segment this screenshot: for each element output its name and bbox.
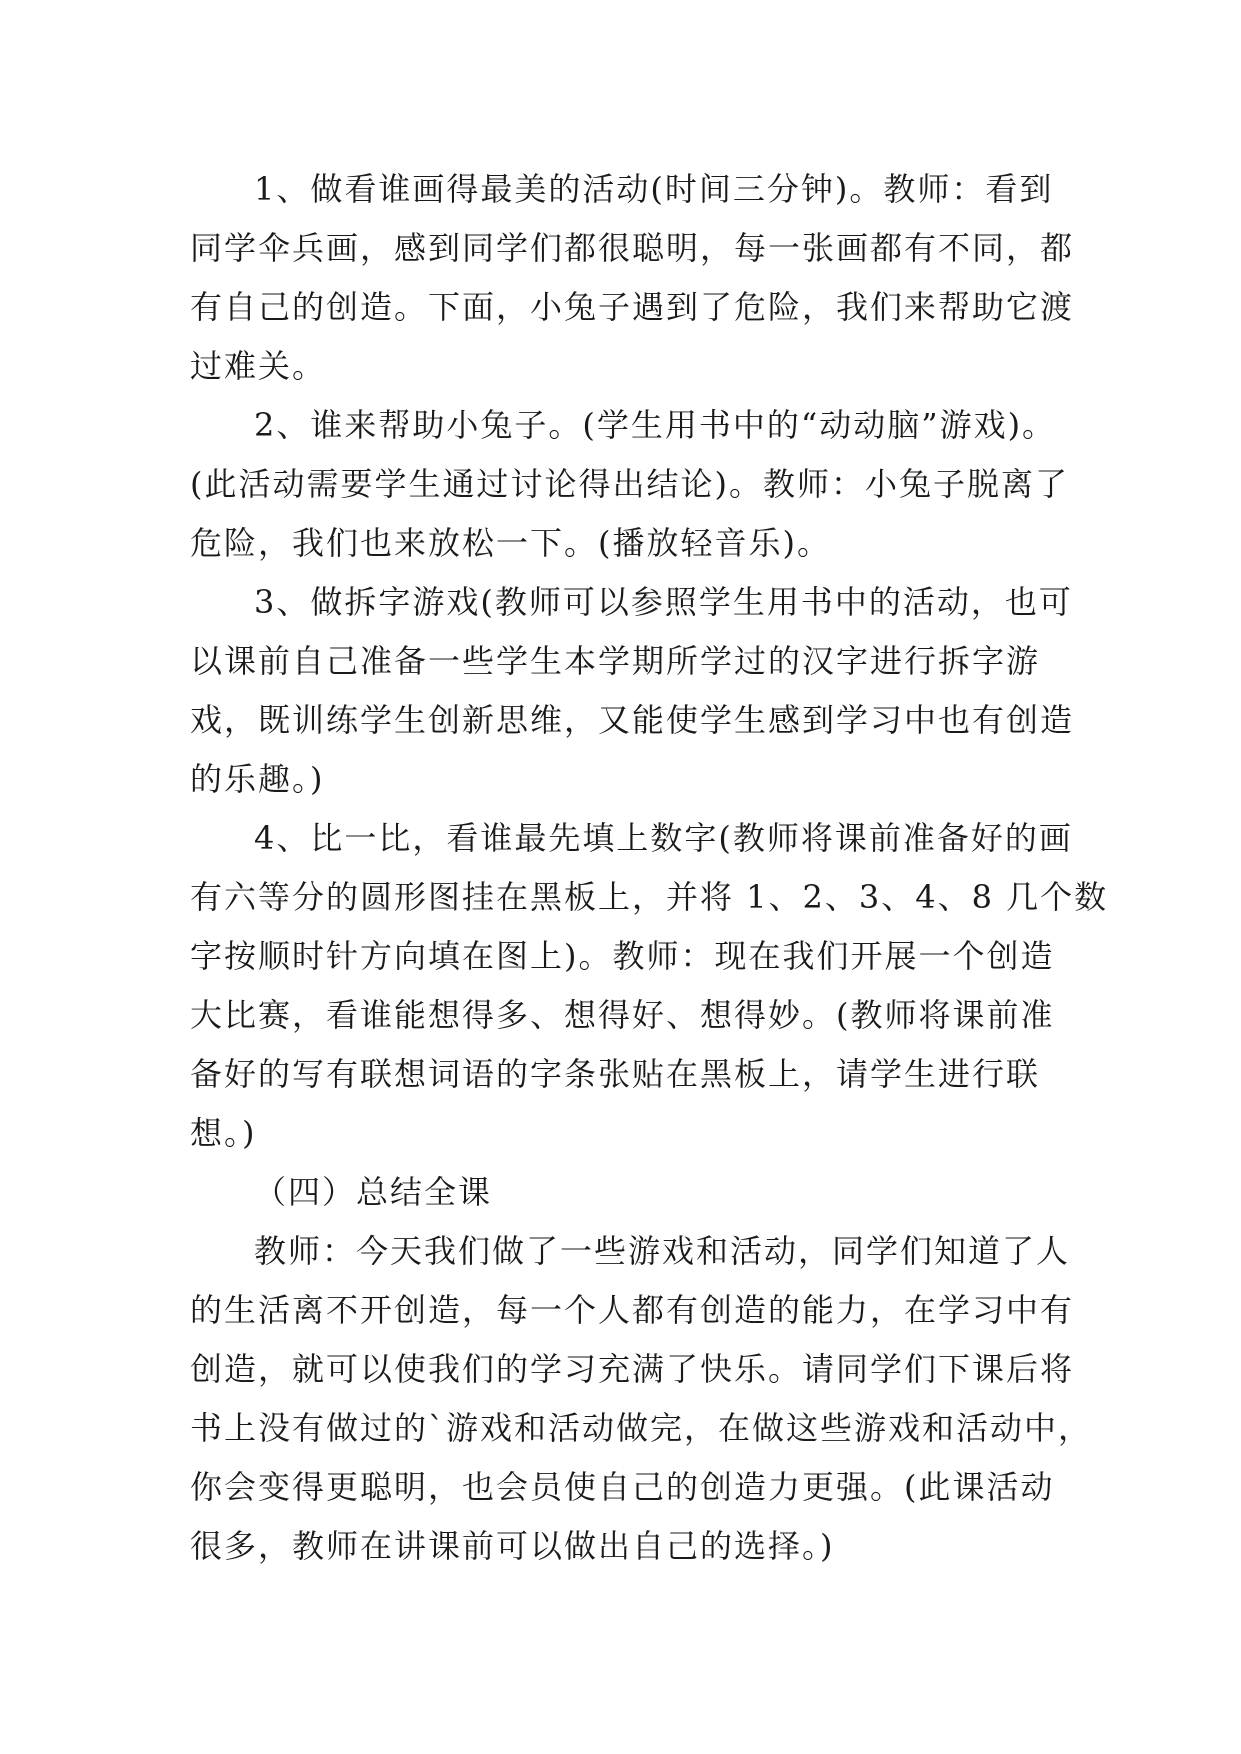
paragraph-4-line-1: 4、比一比，看谁最先填上数字(教师将课前准备好的画: [254, 819, 1073, 857]
paragraph-3-line-1: 3、做拆字游戏(教师可以参照学生用书中的活动，也可: [254, 583, 1073, 621]
paragraph-5-line-1: 教师：今天我们做了一些游戏和活动，同学们知道了人: [254, 1232, 1071, 1270]
paragraph-4-line-5: 备好的写有联想词语的字条张贴在黑板上，请学生进行联: [190, 1055, 1041, 1093]
paragraph-4-line-4: 大比赛，看谁能想得多、想得好、想得妙。(教师将课前准: [190, 996, 1055, 1034]
paragraph-4-line-3: 字按顺时针方向填在图上)。教师：现在我们开展一个创造: [190, 937, 1055, 975]
paragraph-1-line-4: 过难关。: [190, 347, 327, 385]
document-body: [190, 160, 1109, 1576]
paragraph-1-line-1: 1、做看谁画得最美的活动(时间三分钟)。教师：看到: [254, 170, 1054, 208]
paragraph-3-line-4: 的乐趣。): [190, 760, 325, 798]
paragraph-1-line-3: 有自己的创造。下面，小兔子遇到了危险，我们来帮助它渡: [190, 288, 1075, 326]
paragraph-3-line-3: 戏，既训练学生创新思维，又能使学生感到学习中也有创造: [190, 701, 1075, 739]
paragraph-5-line-2: 的生活离不开创造，每一个人都有创造的能力，在学习中有: [190, 1291, 1075, 1329]
section-heading: （四）总结全课: [254, 1173, 493, 1211]
paragraph-2-line-2: (此活动需要学生通过讨论得出结论)。教师：小兔子脱离了: [190, 465, 1069, 503]
paragraph-4-line-6: 想。): [190, 1114, 257, 1152]
paragraph-3-line-2: 以课前自己准备一些学生本学期所学过的汉字进行拆字游: [190, 642, 1041, 680]
paragraph-5-line-6: 很多，教师在讲课前可以做出自己的选择。): [190, 1527, 835, 1565]
paragraph-1-line-2: 同学伞兵画，感到同学们都很聪明，每一张画都有不同，都: [190, 229, 1075, 267]
paragraph-4-line-2: 有六等分的圆形图挂在黑板上，并将 1、2、3、4、8 几个数: [190, 878, 1109, 916]
paragraph-2-line-3: 危险，我们也来放松一下。(播放轻音乐)。: [190, 524, 831, 562]
paragraph-2-line-1: 2、谁来帮助小兔子。(学生用书中的“动动脑”游戏)。: [254, 406, 1057, 444]
paragraph-5-line-5: 你会变得更聪明，也会员使自己的创造力更强。(此课活动: [190, 1468, 1055, 1506]
paragraph-5-line-3: 创造，就可以使我们的学习充满了快乐。请同学们下课后将: [190, 1350, 1075, 1388]
paragraph-5-line-4: 书上没有做过的`游戏和活动做完，在做这些游戏和活动中，: [190, 1409, 1093, 1447]
